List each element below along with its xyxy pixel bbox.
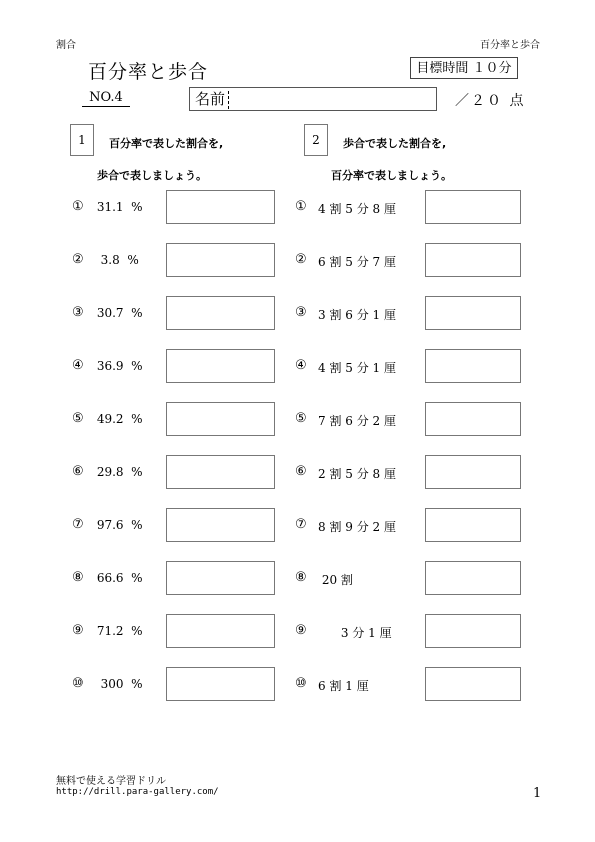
left-problem-number: ④ [72,358,84,373]
target-time-box: 目標時間 １０分 [410,57,518,79]
left-problem-number: ⑨ [72,623,84,638]
right-problem-text: 20 割 [318,573,353,587]
worksheet-number: NO.4 [82,90,130,107]
left-answer-box[interactable] [166,508,275,542]
footer-url[interactable]: http://drill.para-gallery.com/ [56,787,219,797]
right-problem-number: ⑩ [295,676,307,691]
page-number: 1 [533,786,542,801]
right-answer-box[interactable] [425,561,521,595]
name-divider [228,91,229,109]
left-problem-text: 29.8 % [93,465,143,479]
right-problem-text: 2 割 5 分 8 厘 [318,467,396,481]
right-problem-text: 6 割 5 分 7 厘 [318,255,396,269]
right-problem-text: 8 割 9 分 2 厘 [318,520,396,534]
section-2-instruction-line1: 歩合で表した割合を, [343,137,447,150]
right-problem-number: ⑦ [295,517,307,532]
right-problem-number: ⑤ [295,411,307,426]
right-problem-number: ③ [295,305,307,320]
section-2-number: 2 [304,124,328,156]
left-problem-number: ⑩ [72,676,84,691]
header-left: 割合 [56,40,76,51]
right-answer-box[interactable] [425,296,521,330]
left-answer-box[interactable] [166,296,275,330]
left-problem-text: 36.9 % [93,359,143,373]
section-1-number: 1 [70,124,94,156]
left-problem-text: 97.6 % [93,518,143,532]
left-answer-box[interactable] [166,349,275,383]
left-problem-number: ⑥ [72,464,84,479]
right-problem-number: ④ [295,358,307,373]
left-problem-text: 66.6 % [93,571,143,585]
section-1-instruction-line2: 歩合で表しましょう。 [97,169,207,182]
right-answer-box[interactable] [425,455,521,489]
left-answer-box[interactable] [166,614,275,648]
name-label: 名前 [195,90,226,108]
right-answer-box[interactable] [425,243,521,277]
right-problem-number: ② [295,252,307,267]
left-problem-number: ⑤ [72,411,84,426]
left-problem-number: ③ [72,305,84,320]
left-problem-number: ⑧ [72,570,84,585]
left-problem-number: ② [72,252,84,267]
right-problem-text: 6 割 1 厘 [318,679,369,693]
right-answer-box[interactable] [425,402,521,436]
right-problem-number: ⑨ [295,623,307,638]
left-problem-number: ① [72,199,84,214]
right-problem-number: ⑧ [295,570,307,585]
left-answer-box[interactable] [166,402,275,436]
left-problem-number: ⑦ [72,517,84,532]
left-problem-text: 30.7 % [93,306,143,320]
left-problem-text: 3.8 % [93,253,139,267]
left-answer-box[interactable] [166,455,275,489]
footer-line1: 無料で使える学習ドリル [56,776,166,787]
left-problem-text: 49.2 % [93,412,143,426]
left-problem-text: 300 % [93,677,143,691]
right-problem-text: 3 割 6 分 1 厘 [318,308,396,322]
right-answer-box[interactable] [425,190,521,224]
right-problem-text: 4 割 5 分 1 厘 [318,361,396,375]
right-problem-text: 4 割 5 分 8 厘 [318,202,396,216]
right-problem-text: 7 割 6 分 2 厘 [318,414,396,428]
right-problem-number: ① [295,199,307,214]
left-answer-box[interactable] [166,561,275,595]
left-problem-text: 71.2 % [93,624,143,638]
left-answer-box[interactable] [166,190,275,224]
right-answer-box[interactable] [425,667,521,701]
right-answer-box[interactable] [425,508,521,542]
score-label: ／２０ 点 [455,93,526,109]
right-answer-box[interactable] [425,614,521,648]
section-1-instruction-line1: 百分率で表した割合を, [109,137,224,150]
worksheet-title: 百分率と歩合 [88,61,209,83]
header-right: 百分率と歩合 [480,40,540,51]
name-field[interactable] [189,87,437,111]
right-answer-box[interactable] [425,349,521,383]
right-problem-number: ⑥ [295,464,307,479]
section-2-instruction-line2: 百分率で表しましょう。 [331,169,452,182]
left-answer-box[interactable] [166,243,275,277]
right-problem-text: 3 分 1 厘 [318,626,392,640]
left-problem-text: 31.1 % [93,200,143,214]
left-answer-box[interactable] [166,667,275,701]
